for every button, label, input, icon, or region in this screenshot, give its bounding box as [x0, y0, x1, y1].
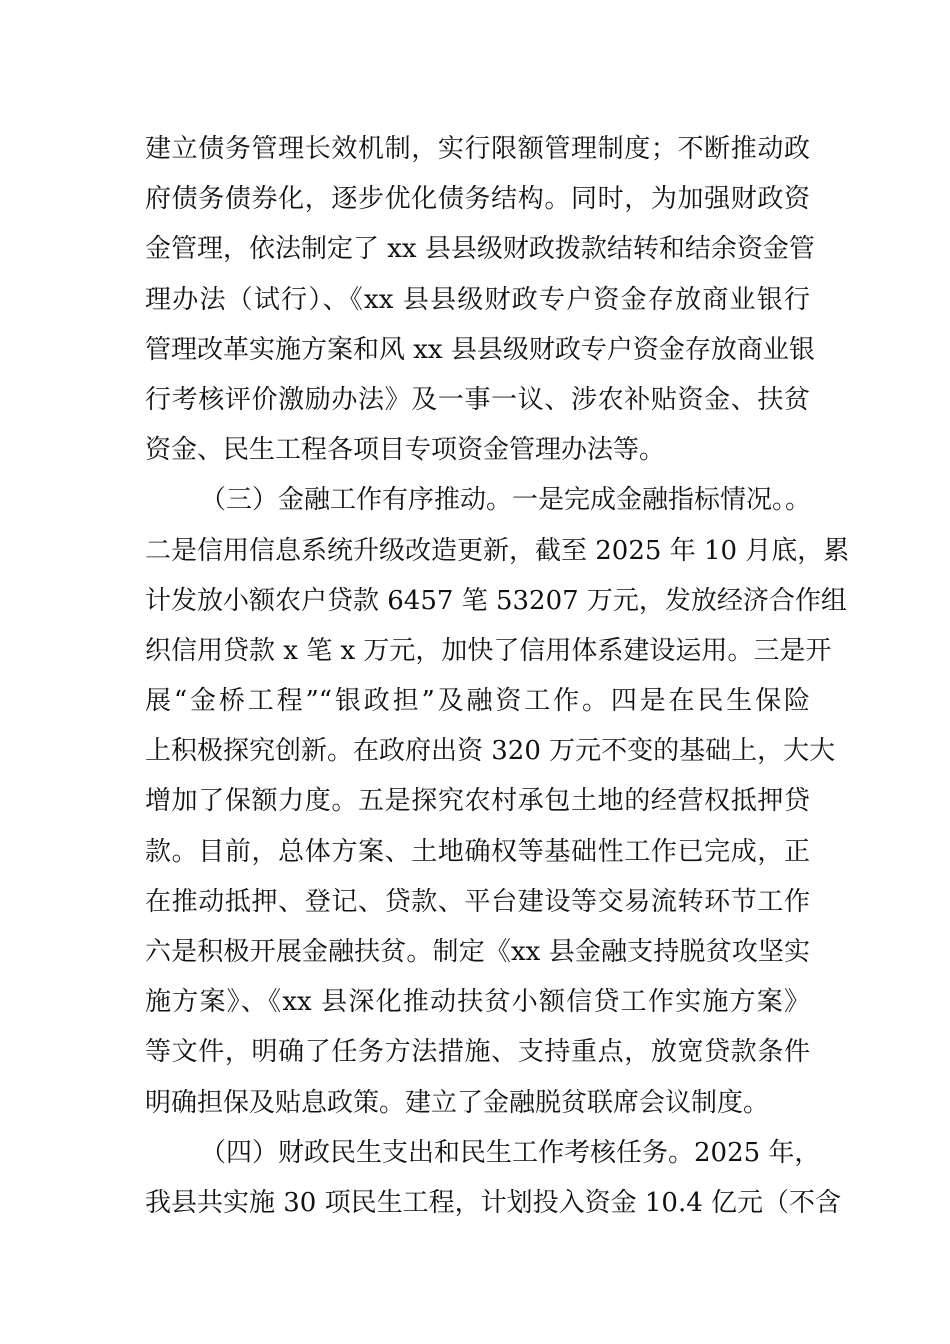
paragraph-line: 资金、民生工程各项目专项资金管理办法等。	[145, 435, 666, 466]
paragraph-line: 我县共实施 30 项民生工程，计划投入资金 10.4 亿元（不含	[145, 1187, 842, 1218]
paragraph-line: 款。目前，总体方案、土地确权等基础性工作已完成，正	[145, 836, 810, 867]
paragraph-line: 管理改革实施方案和风 xx 县县级财政专户资金存放商业银	[145, 334, 815, 365]
paragraph-line: 明确担保及贴息政策。建立了金融脱贫联席会议制度。	[145, 1087, 770, 1118]
paragraph-line: 金管理，依法制定了 xx 县县级财政拨款结转和结余资金管	[145, 234, 815, 265]
document-body	[145, 124, 850, 1228]
paragraph-line: 理办法（试行）、《xx 县县级财政专户资金存放商业银行	[145, 284, 810, 315]
paragraph-line: 计发放小额农户贷款 6457 笔 53207 万元，发放经济合作组	[145, 585, 847, 616]
paragraph-line: 施方案》、《xx 县深化推动扶贫小额信贷工作实施方案》	[145, 987, 810, 1018]
paragraph-line: （三）金融工作有序推动。一是完成金融指标情况。。	[200, 485, 812, 516]
paragraph-line: 增加了保额力度。五是探究农村承包土地的经营权抵押贷	[145, 786, 810, 817]
paragraph-line: 等文件，明确了任务方法措施、支持重点，放宽贷款条件	[145, 1037, 810, 1068]
paragraph-line: 行考核评价激励办法》及一事一议、涉农补贴资金、扶贫	[145, 384, 810, 415]
paragraph-line: 织信用贷款 x 笔 x 万元，加快了信用体系建设运用。三是开	[145, 635, 832, 666]
paragraph-line: 二是信用信息系统升级改造更新，截至 2025 年 10 月底，累	[145, 535, 850, 566]
paragraph-line: 上积极探究创新。在政府出资 320 万元不变的基础上，大大	[145, 736, 836, 767]
paragraph-line: （四）财政民生支出和民生工作考核任务。2025 年，	[200, 1137, 821, 1168]
paragraph-line: 建立债务管理长效机制，实行限额管理制度；不断推动政	[145, 134, 810, 164]
paragraph-line: 在推动抵押、登记、贷款、平台建设等交易流转环节工作	[145, 886, 810, 917]
paragraph-line: 六是积极开展金融扶贫。制定《xx 县金融支持脱贫攻坚实	[145, 937, 810, 967]
paragraph-line: 府债务债券化，逐步优化债务结构。同时，为加强财政资	[145, 184, 810, 215]
paragraph-line: 展“金桥工程”“银政担”及融资工作。四是在民生保险	[145, 686, 810, 717]
